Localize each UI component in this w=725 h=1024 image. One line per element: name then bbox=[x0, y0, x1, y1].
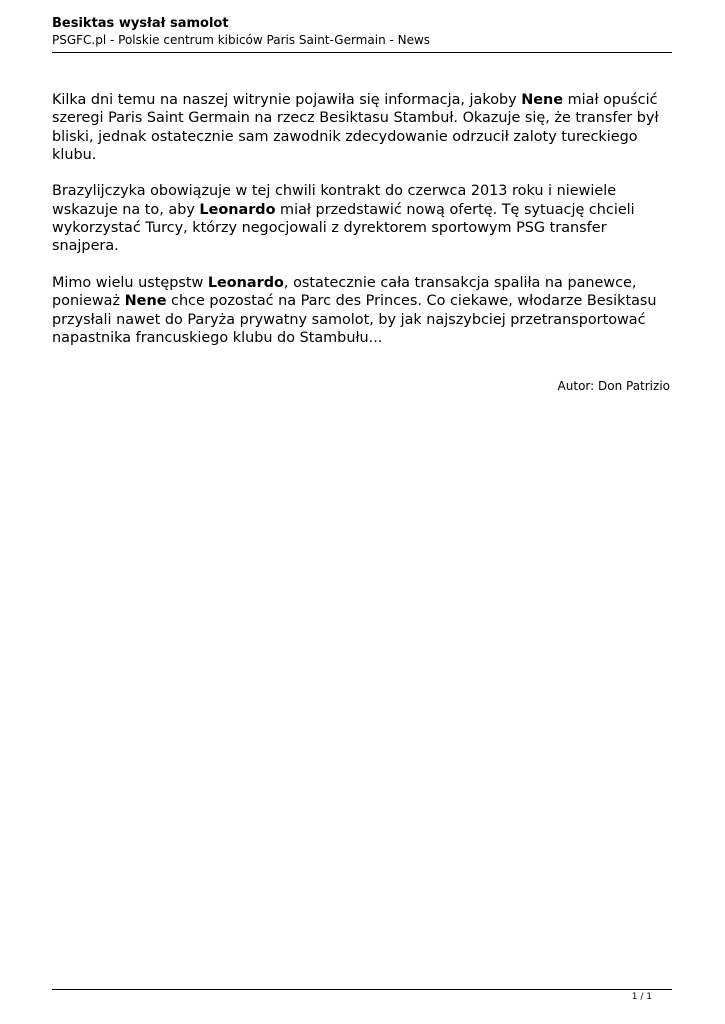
paragraph-text: Kilka dni temu na naszej witrynie pojawiła się informacja, jakoby bbox=[52, 92, 522, 108]
paragraph-text: miał przedstawić nową ofertę. Tę sytuację chcieli wykorzystać Turcy, którzy negocjowali z dyrektorem sportowym PSG transfer snajpera. bbox=[52, 201, 635, 255]
article-author: Autor: Don Patrizio bbox=[557, 379, 670, 393]
document-header bbox=[52, 15, 672, 48]
site-subtitle: PSGFC.pl - Polskie centrum kibiców Paris Saint-Germain - News bbox=[52, 33, 431, 47]
page-number: 1 / 1 bbox=[631, 992, 652, 1002]
paragraph-text: chce pozostać na Parc des Princes. Co ciekawe, włodarze Besiktasu przysłali nawet do Paryża prywatny samolot, by jak najszybciej przetransportować napastnika francuskiego klubu do Stambułu... bbox=[52, 293, 657, 346]
director-name-leonardo: Leonardo bbox=[199, 201, 276, 218]
player-name-nene: Nene bbox=[124, 293, 167, 310]
page-title: Besiktas wysłał samolot bbox=[52, 16, 229, 31]
paragraph-text: , ostatecznie cała transakcja spaliła na panewce, ponieważ bbox=[52, 274, 637, 310]
paragraph-text: Brazylijczyka obowiązuje w tej chwili kontrakt do czerwca 2013 roku i niewiele wskazuje na to, aby bbox=[52, 183, 617, 218]
article-paragraph-1 bbox=[52, 91, 672, 164]
article-paragraph-3 bbox=[52, 274, 672, 347]
player-name-nene: Nene bbox=[521, 92, 564, 108]
header-divider bbox=[52, 52, 672, 53]
article-paragraph-2 bbox=[52, 182, 672, 255]
footer-divider bbox=[52, 989, 672, 990]
paragraph-text: miał opuścić szeregi Paris Saint Germain na rzecz Besiktasu Stambuł. Okazuje się, że transfer był bliski, jednak ostatecznie sam zawodnik zdecydowanie odrzucił zaloty tureckiego klubu. bbox=[52, 92, 659, 163]
director-name-leonardo: Leonardo bbox=[207, 274, 284, 291]
paragraph-text: Mimo wielu ustępstw bbox=[52, 274, 208, 291]
article-body bbox=[52, 91, 672, 365]
